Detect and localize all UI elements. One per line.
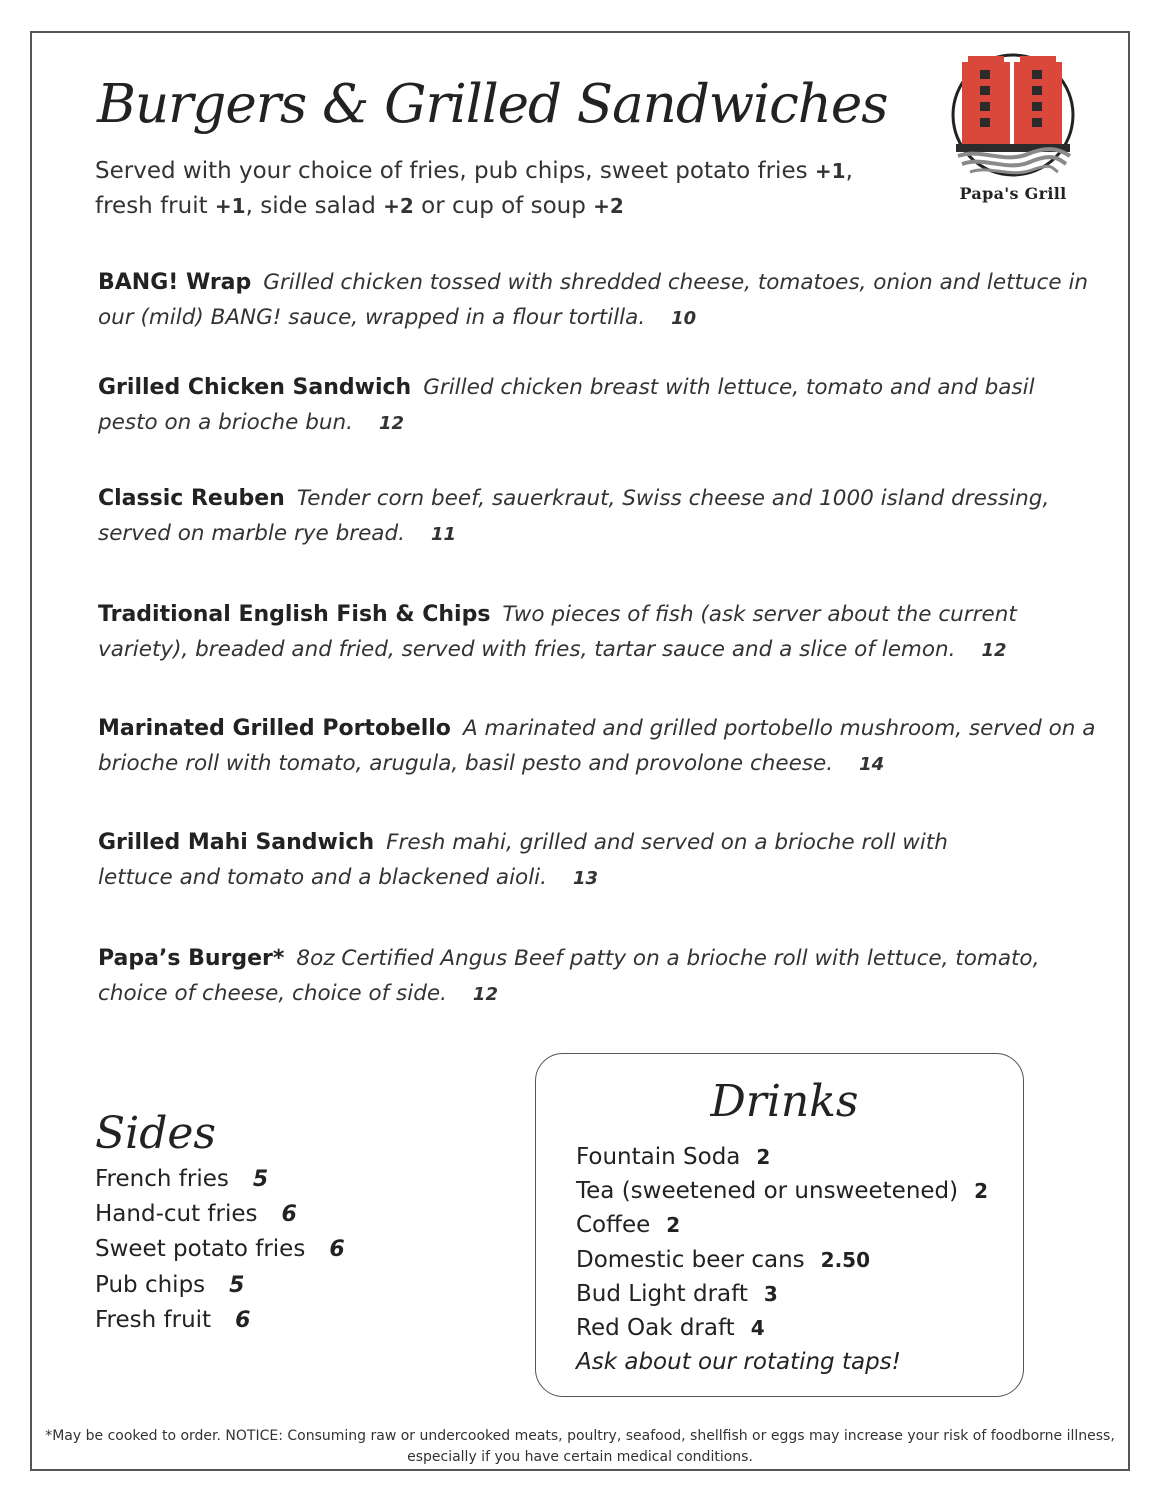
menu-item-bang-wrap xyxy=(98,265,1098,336)
item-description: Tender corn beef, sauerkraut, Swiss cheese and 1000 island dressing, served on marble rye bread. xyxy=(98,486,1050,546)
list-item: Hand-cut fries 6 xyxy=(95,1201,297,1228)
logo-wordmark: Papa's Grill xyxy=(959,184,1067,203)
menu-item-papas-burger xyxy=(98,941,1058,1012)
item-description: Grilled chicken tossed with shredded cheese, tomatoes, onion and lettuce in our (mild) BANG! sauce, wrapped in a flour tortilla. xyxy=(98,270,1089,330)
menu-item-grilled-mahi-sandwich xyxy=(98,825,1028,896)
item-description: Grilled chicken breast with lettuce, tomato and and basil pesto on a brioche bun. xyxy=(98,375,1035,435)
rotating-taps-note: Ask about our rotating taps! xyxy=(576,1349,901,1375)
list-item: Fresh fruit 6 xyxy=(95,1306,251,1333)
drinks-panel xyxy=(535,1053,1024,1397)
item-price: 11 xyxy=(430,524,457,545)
item-price: 14 xyxy=(859,754,885,775)
sides-choice-subtitle: Served with your choice of fries, pub chips, sweet potato fries +1, fresh fruit +1, side salad +2 or cup of soup +2 xyxy=(95,158,853,219)
list-item: Coffee 2 xyxy=(576,1212,681,1239)
item-name: Marinated Grilled Portobello xyxy=(98,716,451,741)
item-price: 10 xyxy=(671,308,697,329)
item-name: BANG! Wrap xyxy=(98,270,252,295)
item-name: Traditional English Fish & Chips xyxy=(98,602,491,627)
drinks-heading: Drinks xyxy=(710,1076,859,1127)
item-description: A marinated and grilled portobello mushroom, served on a brioche roll with tomato, arugula, basil pesto and provolone cheese. xyxy=(98,716,1096,776)
menu-item-grilled-portobello xyxy=(98,711,1098,782)
item-price: 12 xyxy=(981,640,1007,661)
food-safety-notice: *May be cooked to order. NOTICE: Consuming raw or undercooked meats, poultry, seafood, shellfish or eggs may increase your risk of foodborne illness, especially if you have certain medical conditions. xyxy=(45,1428,1115,1465)
list-item: Bud Light draft 3 xyxy=(576,1280,778,1307)
sides-heading: Sides xyxy=(95,1108,216,1159)
menu-item-grilled-chicken-sandwich xyxy=(98,370,1098,441)
page-title: Burgers & Grilled Sandwiches xyxy=(97,74,888,135)
item-price: 13 xyxy=(572,868,599,889)
item-price: 12 xyxy=(472,984,498,1005)
drinks-list xyxy=(576,1140,988,1345)
item-description: Two pieces of fish (ask server about the current variety), breaded and fried, served with fries, tartar sauce and a slice of lemon. xyxy=(98,602,1017,662)
item-description: 8oz Certified Angus Beef patty on a brioche roll with lettuce, tomato, choice of cheese, choice of side. xyxy=(98,946,1040,1006)
list-item: Fountain Soda 2 xyxy=(576,1144,771,1170)
menu-item-classic-reuben xyxy=(98,481,1098,552)
sides-list xyxy=(95,1162,345,1338)
menu-item-fish-and-chips xyxy=(98,597,1098,668)
item-name: Grilled Chicken Sandwich xyxy=(98,375,412,400)
restaurant-logo xyxy=(948,52,1078,212)
list-item: Sweet potato fries 6 xyxy=(95,1236,345,1263)
list-item: Domestic beer cans 2.50 xyxy=(576,1246,871,1273)
list-item: French fries 5 xyxy=(95,1166,269,1192)
item-price: 12 xyxy=(378,413,405,434)
item-name: Classic Reuben xyxy=(98,486,285,511)
item-description: Fresh mahi, grilled and served on a brioche roll with lettuce and tomato and a blackened aioli. xyxy=(98,830,948,890)
item-name: Papa’s Burger* xyxy=(98,946,285,971)
list-item: Red Oak draft 4 xyxy=(576,1315,765,1342)
list-item: Pub chips 5 xyxy=(95,1271,245,1298)
building-logo-icon xyxy=(948,52,1078,182)
item-name: Grilled Mahi Sandwich xyxy=(98,830,375,855)
list-item: Tea (sweetened or unsweetened) 2 xyxy=(576,1178,989,1205)
